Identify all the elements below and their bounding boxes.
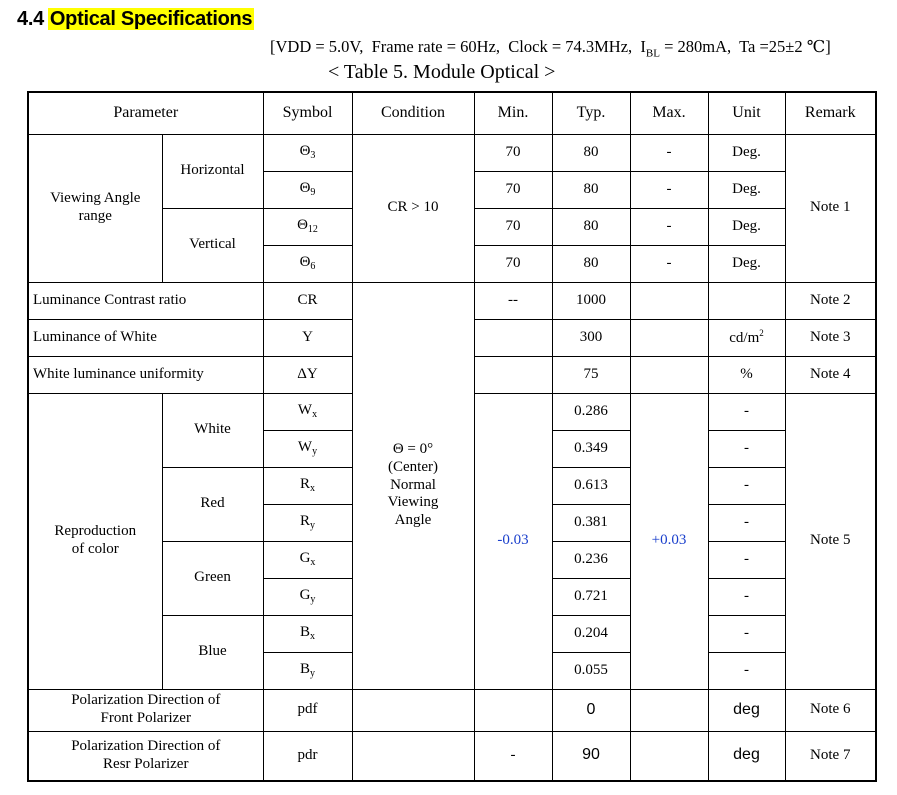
remark-cell: Note 3: [785, 319, 876, 356]
front-polarizer-label-line: Front Polarizer: [100, 710, 191, 726]
table-row: [28, 731, 876, 781]
rear-polarizer-label-line: Resr Polarizer: [103, 755, 189, 772]
typ-cell: 0.236: [552, 541, 630, 578]
typ-cell: 1000: [552, 282, 630, 319]
typ-cell: 0.349: [552, 430, 630, 467]
table-row: [28, 689, 876, 731]
header-symbol: Symbol: [263, 92, 352, 134]
symbol-cell: CR: [263, 282, 352, 319]
unit-cell: %: [708, 356, 785, 393]
red-group-label: Red: [162, 467, 263, 541]
symbol-cell: $B_x$: [263, 615, 352, 652]
center-condition-line: Viewing: [387, 494, 439, 511]
symbol-cell: $\Theta_6$: [263, 245, 352, 282]
cond-ibl-sub: BL: [645, 47, 660, 60]
unit-cell: -: [708, 578, 785, 615]
viewing-condition: CR > 10: [352, 134, 474, 282]
unit-cell: -: [708, 430, 785, 467]
uniformity-label: White luminance uniformity: [28, 356, 263, 393]
max-cell: -: [630, 208, 708, 245]
condition-cell: [352, 689, 474, 731]
section-title: Optical Specifications: [49, 8, 253, 30]
min-cell: [474, 319, 552, 356]
typ-cell: 0.055: [552, 652, 630, 689]
cond-ibl-value: = 280mA,: [659, 37, 732, 56]
header-min: Min.: [474, 92, 552, 134]
typ-cell: 300: [552, 319, 630, 356]
test-conditions: [270, 37, 831, 59]
remark-cell: Note 7: [785, 731, 876, 781]
front-polarizer-label-line: Polarization Direction of: [71, 692, 221, 709]
header-row: [28, 92, 876, 134]
white-group-label: White: [162, 393, 263, 467]
symbol-cell: $B_y$: [263, 652, 352, 689]
max-cell: [630, 731, 708, 781]
min-cell: -: [474, 731, 552, 781]
unit-cell: $cd/m^2$: [708, 319, 785, 356]
front-polarizer-label: [28, 689, 263, 731]
horizontal-label: Horizontal: [162, 134, 263, 208]
min-cell: [474, 356, 552, 393]
typ-cell: 0: [552, 689, 630, 731]
min-cell: --: [474, 282, 552, 319]
min-cell: 70: [474, 245, 552, 282]
center-condition-line: Θ = 0°: [392, 441, 434, 458]
unit-cell: -: [708, 615, 785, 652]
center-condition-line: Normal: [390, 476, 436, 493]
typ-cell: 80: [552, 245, 630, 282]
symbol-cell: pdr: [263, 731, 352, 781]
max-cell: [630, 282, 708, 319]
min-cell: [474, 689, 552, 731]
typ-cell: 80: [552, 171, 630, 208]
rear-polarizer-label: [28, 731, 263, 781]
symbol-cell: $W_y$: [263, 430, 352, 467]
table-row: [28, 134, 876, 171]
max-cell: -: [630, 245, 708, 282]
symbol-cell: $R_y$: [263, 504, 352, 541]
max-cell: [630, 689, 708, 731]
cond-clock: Clock = 74.3MHz,: [508, 37, 633, 56]
symbol-cell: $G_x$: [263, 541, 352, 578]
rear-polarizer-label-line: Polarization Direction of: [71, 738, 221, 755]
symbol-cell: $W_x$: [263, 393, 352, 430]
viewing-remark: Note 1: [785, 134, 876, 282]
section-heading: [17, 8, 254, 31]
min-cell: 70: [474, 208, 552, 245]
typ-cell: 0.286: [552, 393, 630, 430]
color-remark: Note 5: [785, 393, 876, 689]
cond-ta: Ta =25±2 ℃]: [739, 37, 831, 56]
typ-cell: 0.381: [552, 504, 630, 541]
table-caption: < Table 5. Module Optical >: [328, 61, 556, 83]
header-unit: Unit: [708, 92, 785, 134]
header-typ: Typ.: [552, 92, 630, 134]
min-cell: 70: [474, 171, 552, 208]
contrast-label: Luminance Contrast ratio: [28, 282, 263, 319]
center-condition: [352, 282, 474, 689]
optical-spec-table: [27, 91, 877, 782]
color-max: +0.03: [630, 393, 708, 689]
color-reproduction-label: Reproduction of color: [28, 393, 162, 689]
unit-cell: -: [708, 652, 785, 689]
unit-cell: -: [708, 467, 785, 504]
vertical-label: Vertical: [162, 208, 263, 282]
remark-cell: Note 2: [785, 282, 876, 319]
cond-ibl-label: I: [640, 37, 646, 56]
cond-ibl: [640, 37, 732, 60]
typ-cell: 0.613: [552, 467, 630, 504]
typ-cell: 90: [552, 731, 630, 781]
unit-cell: -: [708, 393, 785, 430]
unit-cell: Deg.: [708, 171, 785, 208]
symbol-cell: $\Theta_3$: [263, 134, 352, 171]
symbol-cell: $R_x$: [263, 467, 352, 504]
max-cell: -: [630, 171, 708, 208]
symbol-cell: $\Theta_9$: [263, 171, 352, 208]
typ-cell: 0.721: [552, 578, 630, 615]
symbol-cell: Y: [263, 319, 352, 356]
condition-cell: [352, 731, 474, 781]
typ-cell: 75: [552, 356, 630, 393]
cond-vdd: [VDD = 5.0V,: [270, 37, 364, 56]
table-row: [28, 282, 876, 319]
unit-cell: -: [708, 541, 785, 578]
min-cell: 70: [474, 134, 552, 171]
viewing-angle-label: Viewing Angle range: [28, 134, 162, 282]
max-cell: [630, 319, 708, 356]
white-luminance-label: Luminance of White: [28, 319, 263, 356]
remark-cell: Note 4: [785, 356, 876, 393]
center-condition-line: (Center): [388, 458, 438, 475]
center-condition-line: Angle: [394, 512, 432, 529]
typ-cell: 0.204: [552, 615, 630, 652]
unit-cell: -: [708, 504, 785, 541]
typ-cell: 80: [552, 208, 630, 245]
unit-cell: Deg.: [708, 208, 785, 245]
unit-cell: Deg.: [708, 134, 785, 171]
section-number: 4.4: [17, 8, 44, 30]
header-condition: Condition: [352, 92, 474, 134]
symbol-cell: ΔY: [263, 356, 352, 393]
symbol-cell: $G_y$: [263, 578, 352, 615]
blue-group-label: Blue: [162, 615, 263, 689]
color-min: -0.03: [474, 393, 552, 689]
header-remark: Remark: [785, 92, 876, 134]
header-max: Max.: [630, 92, 708, 134]
typ-cell: 80: [552, 134, 630, 171]
header-parameter: Parameter: [28, 92, 263, 134]
symbol-cell: $\Theta_{12}$: [263, 208, 352, 245]
unit-cell: deg: [708, 689, 785, 731]
symbol-cell: pdf: [263, 689, 352, 731]
remark-cell: Note 6: [785, 689, 876, 731]
unit-cell: deg: [708, 731, 785, 781]
max-cell: -: [630, 134, 708, 171]
unit-cell: [708, 282, 785, 319]
cond-frame-rate: Frame rate = 60Hz,: [371, 37, 501, 56]
unit-cell: Deg.: [708, 245, 785, 282]
max-cell: [630, 356, 708, 393]
green-group-label: Green: [162, 541, 263, 615]
